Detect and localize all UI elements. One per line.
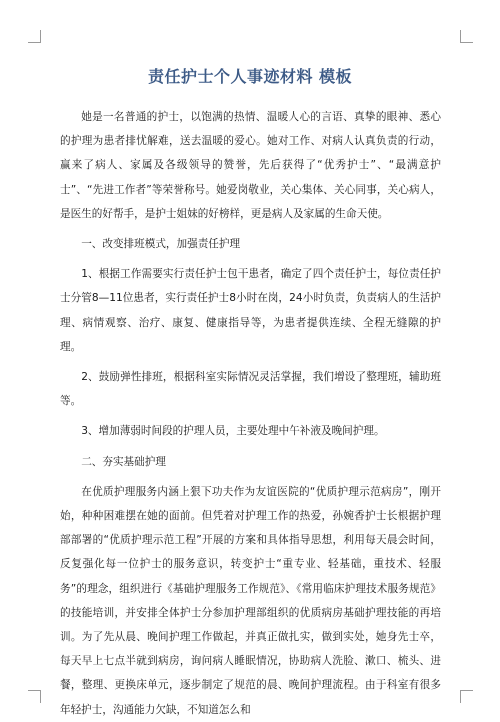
- paragraph-intro: 她是一名普通的护士，以饱满的热情、温暖人心的言语、真挚的眼神、悉心的护理为患者排忧解难，送去温暖的爱心。她对工作、对病人认真负责的行动，赢来了病人、家属及各级领导的赞誉，先后获得了“优秀护士”、“最满意护士”、“先进工作者”等荣誉称号。她爱岗敬业，关心集体、关心同事，关心病人，是医生的好帮手，是护士姐妹的好榜样，更是病人及家属的生命天使。: [60, 111, 441, 220]
- section-heading-2: 二、夯实基础护理: [81, 455, 166, 468]
- paragraph-item-1: 1、根据工作需要实行责任护士包干患者，确定了四个责任护士，每位责任护士分管8—11位患者，实行责任护士8小时在岗，24小时负责，负责病人的生活护理、病情观察、治疗、康复、健康指导等，为患者提供连续、全程无缝隙的护理。: [60, 268, 441, 353]
- section-heading-1: 一、改变排班模式，加强责任护理: [81, 238, 241, 251]
- paragraph-item-2: 2、鼓励弹性排班，根据科室实际情况灵活掌握，我们增设了整理班，辅助班等。: [60, 371, 441, 408]
- crop-mark-bottom-right: [460, 690, 473, 703]
- paragraph-basic-care: 在优质护理服务内涵上狠下功夫作为友谊医院的“优质护理示范病房”，刚开始，种种困难摆在她的面前。但凭着对护理工作的热爱，孙婉香护士长根据护理部部署的“优质护理示范工程”开展的方案和具体指导思想，利用每天晨会时间，反复强化每一位护士的服务意识，转变护士“重专业、轻基础，重技术、轻服务”的理念，组织进行《基础护理服务工作规范》、《常用临床护理技术服务规范》的技能培训，并安排全体护士分参加护理部组织的优质病房基础护理技能的再培训。为了先从晨、晚间护理工作做起，并真正做扎实，做到实处，她身先士卒，每天早上七点半就到病房，询问病人睡眠情况，协助病人洗脸、漱口、梳头、进餐，整理、更换床单元，逐步制定了规范的晨、晚间护理流程。由于科室有很多年轻护士，沟通能力欠缺，不知道怎么和: [60, 485, 441, 716]
- crop-mark-top-left: [28, 30, 41, 43]
- paragraph-item-3: 3、增加薄弱时间段的护理人员，主要处理中午补液及晚间护理。: [81, 425, 385, 438]
- crop-mark-top-right: [460, 30, 473, 43]
- document-body: [60, 105, 441, 722]
- crop-mark-bottom-left: [28, 690, 41, 703]
- document-title: 责任护士个人事迹材料 模板: [147, 67, 353, 86]
